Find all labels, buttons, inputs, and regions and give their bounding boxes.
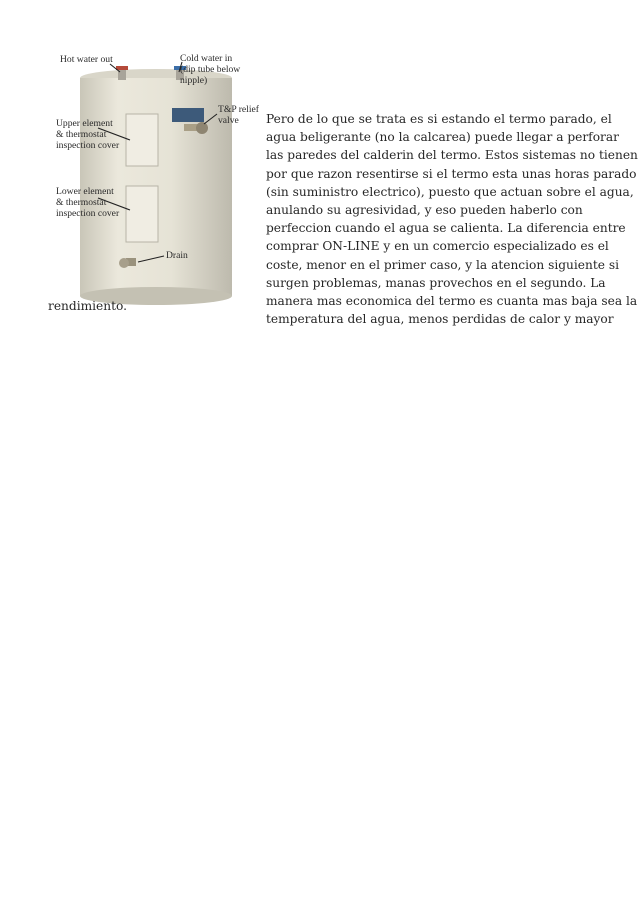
label-upper-1: Upper element — [56, 118, 113, 129]
label-cold-water-in-1: Cold water in — [180, 53, 233, 64]
paragraph-line: anulando su agresividad, y eso pueden haberlo con — [266, 203, 583, 218]
brand-badge — [172, 108, 204, 122]
label-cold-water-in-3: nipple) — [180, 75, 208, 86]
label-relief-valve-2: valve — [218, 115, 239, 126]
water-heater-diagram — [52, 48, 264, 310]
paragraph-line: coste, menor en el primer caso, y la atencion siguiente si — [266, 257, 619, 272]
paragraph-line: temperatura del agua, menos perdidas de calor y mayor — [266, 312, 614, 327]
label-drain: Drain — [166, 250, 188, 261]
water-heater-figure — [52, 48, 264, 310]
paragraph-line: por que razon resentirse si el termo esta unas horas parado — [266, 166, 637, 181]
paragraph-line: agua beligerante (no la calcarea) puede llegar a perforar — [266, 130, 619, 145]
paragraph-tail: rendimiento. — [48, 299, 127, 313]
upper-inspection-cover — [126, 114, 158, 166]
paragraph-line: (sin suministro electrico), puesto que actuan sobre el agua, — [266, 184, 634, 199]
lower-inspection-cover — [126, 186, 158, 242]
label-upper-3: inspection cover — [56, 140, 120, 151]
label-lower-3: inspection cover — [56, 208, 120, 219]
label-hot-water-out: Hot water out — [60, 54, 113, 65]
label-relief-valve-1: T&P relief — [218, 104, 259, 115]
label-cold-water-in-2: (dip tube below — [180, 64, 241, 75]
paragraph-line: las paredes del calderin del termo. Estos sistemas no tienen — [266, 148, 638, 163]
paragraph-line: surgen problemas, manas provechos en el segundo. La — [266, 275, 606, 290]
label-upper-2: & thermostat — [56, 129, 107, 140]
paragraph-line: Pero de lo que se trata es si estando el termo parado, el — [266, 112, 612, 126]
paragraph-line: manera mas economica del termo es cuanta mas baja sea la — [266, 294, 638, 309]
label-lower-2: & thermostat — [56, 197, 107, 208]
article-paragraph — [266, 110, 638, 328]
paragraph-line: perfeccion cuando el agua se calienta. La diferencia entre — [266, 221, 626, 236]
label-lower-1: Lower element — [56, 186, 114, 197]
paragraph-line: comprar ON-LINE y en un comercio especializado es el — [266, 239, 609, 254]
